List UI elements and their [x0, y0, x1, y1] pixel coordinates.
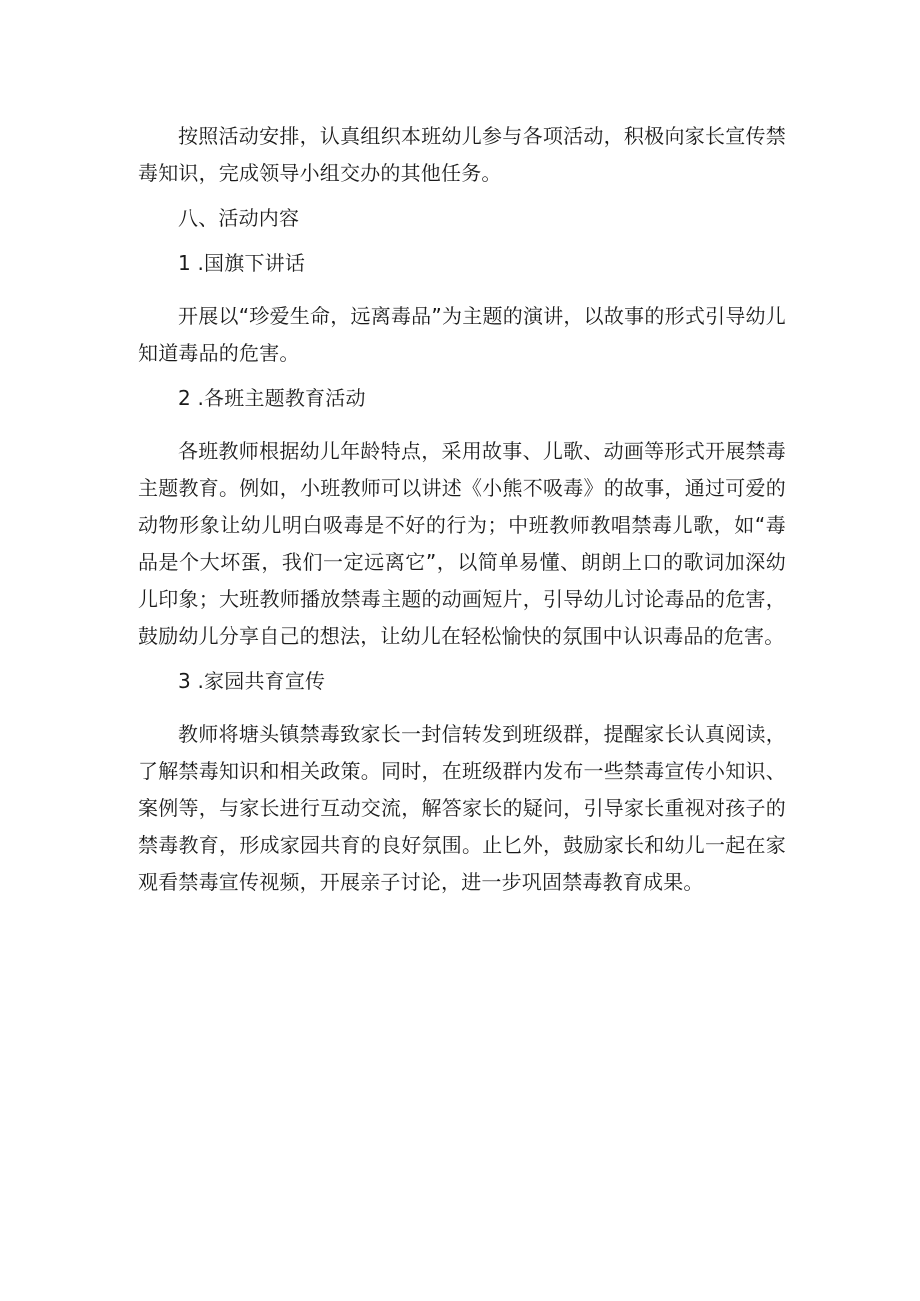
section-heading-activity-content: 八、活动内容 — [178, 206, 300, 230]
subheading-flag-speech: 1 .国旗下讲话 — [178, 251, 306, 275]
paragraph-class-theme-education: 各班教师根据幼儿年龄特点，采用故事、儿歌、动画等形式开展禁毒主题教育。例如，小班教师可以讲述《小熊不吸毒》的故事，通过可爱的动物形象让幼儿明白吸毒是不好的行为；中班教师教唱禁毒儿歌，如“毒品是个大坏蛋，我们一定远离它”，以简单易懂、朗朗上口的歌词加深幼儿印象；大班教师播放禁毒主题的动画短片，引导幼儿讨论毒品的危害，鼓励幼儿分享自己的想法，让幼儿在轻松愉快的氛围中认识毒品的危害。 — [138, 439, 786, 648]
paragraph-duties: 按照活动安排，认真组织本班幼儿参与各项活动，积极向家长宣传禁毒知识，完成领导小组交办的其他任务。 — [138, 124, 786, 185]
subheading-class-theme-education: 2 .各班主题教育活动 — [178, 386, 366, 410]
paragraph-home-school-publicity: 教师将塘头镇禁毒致家长一封信转发到班级群，提醒家长认真阅读，了解禁毒知识和相关政策。同时，在班级群内发布一些禁毒宣传小知识、案例等，与家长进行互动交流，解答家长的疑问，引导家长重视对孩子的禁毒教育，形成家园共育的良好氛围。止匕外，鼓励家长和幼儿一起在家观看禁毒宣传视频，开展亲子讨论，进一步巩固禁毒教育成果。 — [138, 722, 786, 894]
document-page — [138, 118, 786, 901]
paragraph-flag-speech: 开展以“珍爱生命，远离毒品”为主题的演讲，以故事的形式引导幼儿知道毒品的危害。 — [138, 304, 786, 365]
subheading-home-school-publicity: 3 .家园共育宣传 — [178, 669, 326, 693]
